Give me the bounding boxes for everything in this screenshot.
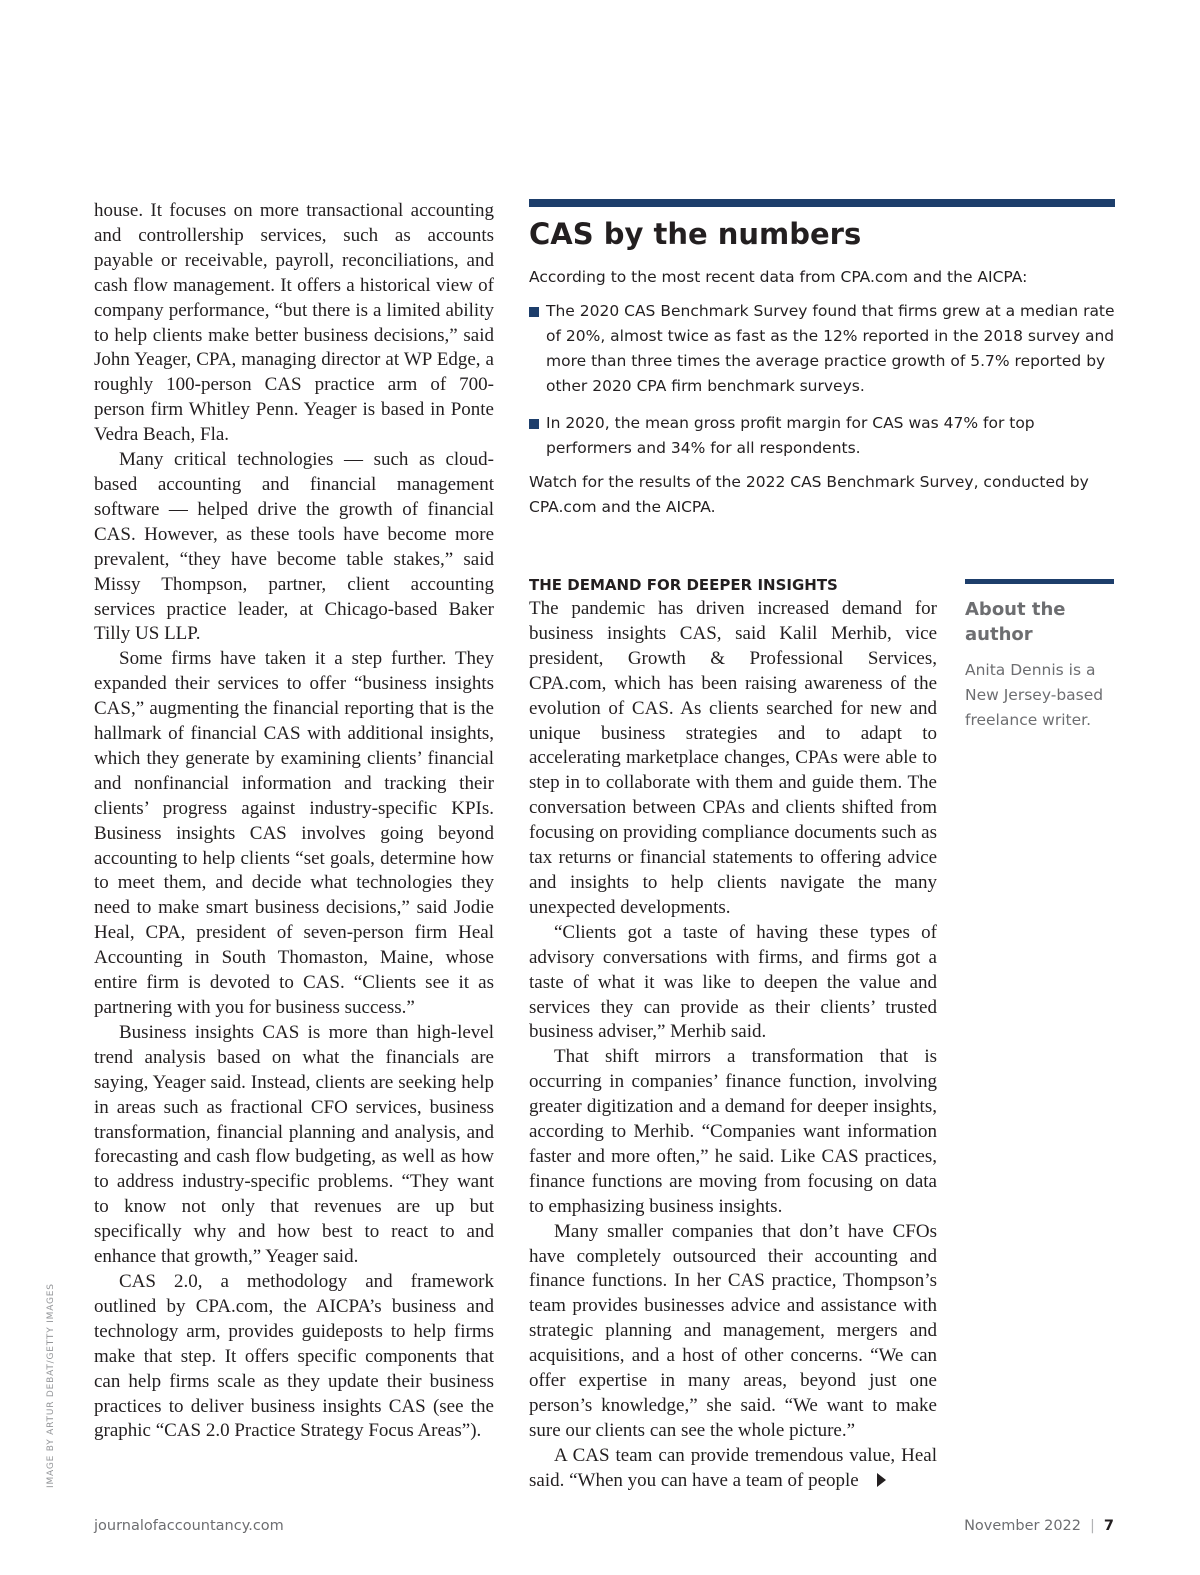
sidebar-top-rule bbox=[529, 199, 1115, 207]
article-paragraph: Many critical technologies — such as cloud-based accounting and financial management software — helped drive the growth of financial CAS. However, as these tools have become more prevalent, “they have become table stakes,” said Missy Thompson, partner, client accounting services practice leader, at Chicago-based Baker Tilly US LLP. bbox=[94, 449, 494, 645]
sidebar-bullet-text: In 2020, the mean gross profit margin for CAS was 47% for top performers and 34% for all respondents. bbox=[546, 414, 1035, 457]
article-paragraph: “Clients got a taste of having these types of advisory conversations with firms, and firms got a taste of what it was like to deepen the value and services they can provide as their clients’ trusted business adviser,” Merhib said. bbox=[529, 921, 937, 1043]
middle-column bbox=[529, 573, 937, 1494]
sidebar-bullet bbox=[529, 411, 1115, 461]
sidebar-title: CAS by the numbers bbox=[529, 217, 862, 251]
footer-issue-page bbox=[964, 1518, 1114, 1534]
sidebar-bullet-list bbox=[529, 299, 1115, 473]
footer-separator: | bbox=[1090, 1518, 1095, 1534]
author-box-title: About the author bbox=[965, 599, 1066, 645]
author-box-rule bbox=[965, 579, 1114, 584]
sidebar-closing: Watch for the results of the 2022 CAS Benchmark Survey, conducted by CPA.com and the AICPA. bbox=[529, 473, 1089, 516]
image-credit: IMAGE BY ARTUR DEBAT/GETTY IMAGES bbox=[46, 1283, 56, 1488]
article-paragraph: That shift mirrors a transformation that is occurring in companies’ finance function, involving greater digitization and a demand for deeper insights, according to Merhib. “Companies want information faster and more often,” he said. Like CAS practices, finance functions are moving from focusing on data to emphasizing business insights. bbox=[529, 1046, 937, 1217]
sidebar-intro: According to the most recent data from CPA.com and the AICPA: bbox=[529, 268, 1028, 286]
article-paragraph: house. It focuses on more transactional accounting and controllership services, such as accounts payable or receivable, payroll, reconciliations, and cash flow management. It offers a historical view of company performance, “but there is a limited ability to help clients make better business decisions,” said John Yeager, CPA, managing director at WP Edge, a roughly 100-person CAS practice arm of 700-person firm Whitley Penn. Yeager is based in Ponte Vedra Beach, Fla. bbox=[94, 200, 494, 446]
article-paragraph: CAS 2.0, a methodology and framework outlined by CPA.com, the AICPA’s business and technology arm, provides guideposts to help firms make that step. It offers specific components that can help firms scale as they update their business practices to deliver business insights CAS (see the graphic “CAS 2.0 Practice Strategy Focus Areas”). bbox=[94, 1270, 494, 1442]
article-paragraph: Many smaller companies that don’t have CFOs have completely outsourced their accounting and finance functions. In her CAS practice, Thompson’s team provides businesses advice and assistance with strategic planning and management, mergers and acquisitions, and a host of other concerns. “We can offer expertise in many areas, beyond just one person’s knowledge,” she said. “We want to make sure our clients can see the whole picture.” bbox=[529, 1220, 937, 1441]
article-paragraph: Business insights CAS is more than high-level trend analysis based on what the financials are saying, Yeager said. Instead, clients are seeking help in areas such as fractional CFO services, business transformation, financial planning and analysis, and forecasting and cash flow budgeting, as well as how to address industry-specific problems. “They want to know not only that revenues are up but specifically why and how best to react to and enhance that growth,” Yeager said. bbox=[94, 1021, 494, 1268]
article-paragraph-last bbox=[529, 1444, 937, 1494]
square-bullet-icon bbox=[529, 419, 539, 429]
left-column bbox=[94, 199, 494, 1444]
article-paragraph: The pandemic has driven increased demand for business insights CAS, said Kalil Merhib, vice president, Growth & Professional Services, CPA.com, which has been raising awareness of the evolution of CAS. As clients searched for new and unique business strategies and to adapt to accelerating marketplace changes, CPAs were able to step in to collaborate with them and guide them. The conversation between CPAs and clients shifted from focusing on providing compliance documents such as tax returns or financial statements to offering advice and insights to help clients navigate the many unexpected developments. bbox=[529, 598, 937, 918]
footer-site: journalofaccountancy.com bbox=[94, 1518, 284, 1534]
square-bullet-icon bbox=[529, 307, 539, 317]
page-number: 7 bbox=[1103, 1518, 1114, 1534]
article-paragraph-text: A CAS team can provide tremendous value, Heal said. “When you can have a team of people bbox=[529, 1444, 937, 1491]
section-heading: THE DEMAND FOR DEEPER INSIGHTS bbox=[529, 576, 838, 594]
sidebar-bullet bbox=[529, 299, 1115, 399]
sidebar-bullet-text: The 2020 CAS Benchmark Survey found that firms grew at a median rate of 20%, almost twice as fast as the 12% reported in the 2018 survey and more than three times the average practice growth of 5.7% reported by other 2020 CPA firm benchmark surveys. bbox=[546, 302, 1115, 395]
footer-issue: November 2022 bbox=[964, 1518, 1082, 1534]
author-bio: Anita Dennis is a New Jersey-based freelance writer. bbox=[965, 661, 1104, 729]
continue-arrow-icon bbox=[877, 1473, 886, 1487]
article-paragraph: Some firms have taken it a step further. They expanded their services to offer “business insights CAS,” augmenting the financial reporting that is the hallmark of financial CAS with additional insights, which they generate by examining clients’ financial and nonfinancial information and tracking their clients’ progress against industry-specific KPIs. Business insights CAS involves going beyond accounting to help clients “set goals, determine how to meet them, and decide what technologies they need to make smart business decisions,” said Jodie Heal, CPA, president of seven-person firm Heal Accounting in South Thomaston, Maine, whose entire firm is devoted to CAS. “Clients see it as partnering with you for business success.” bbox=[94, 648, 494, 1018]
